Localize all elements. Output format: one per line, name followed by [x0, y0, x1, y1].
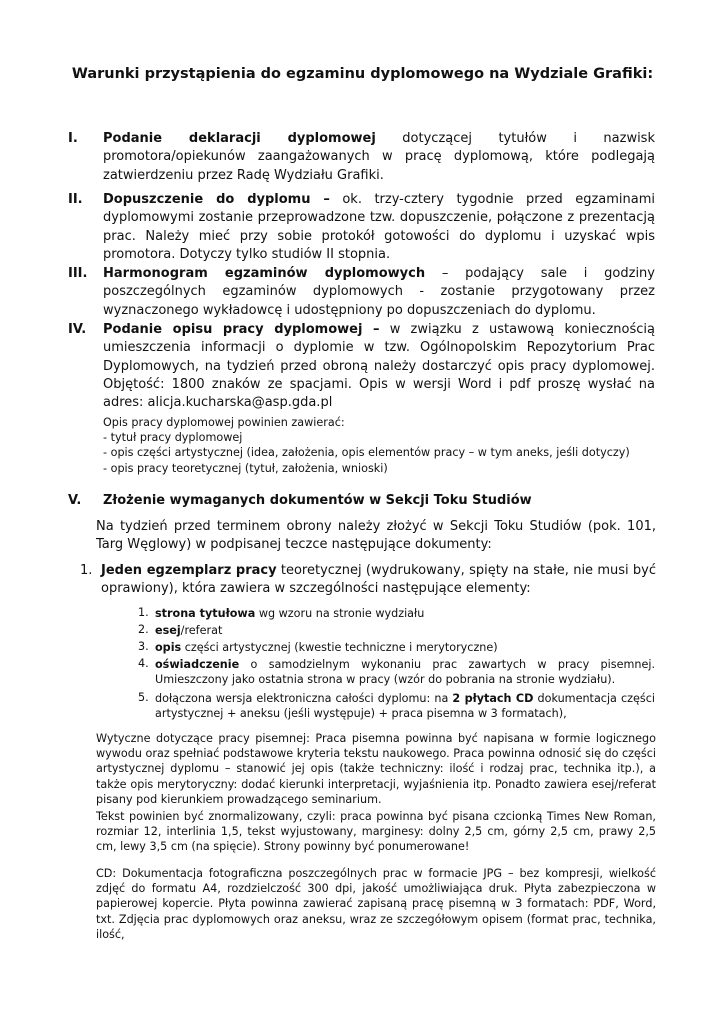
section-heading: Dopuszczenie do dyplomu –	[103, 192, 330, 207]
list-item-text: teoretycznej (wydrukowany, spięty na stałe, nie musi być oprawiony), która zawiera w szczególności następujące elementy:	[101, 563, 656, 597]
section-heading: Harmonogram egzaminów dyplomowych	[103, 266, 426, 281]
section-text: ok. trzy-cztery tygodnie przed egzaminami dyplomowymi zostanie przeprowadzone tzw. dopuszczenie, połączone z prezentacją prac. Należy mieć przy sobie protokół gotowości do dyplomu i uzyskać wpis promotora. Dotyczy tylko studiów II stopnia.	[103, 192, 655, 262]
subitem	[155, 691, 655, 721]
section-heading: Podanie opisu pracy dyplomowej –	[103, 322, 380, 337]
list-item-paragraph	[101, 562, 656, 599]
guidelines-paragraph: Wytyczne dotyczące pracy pisemnej: Praca pisemna powinna być napisana w formie logicznego wywodu oraz spełniać podstawowe kryteria tekstu naukowego. Praca powinna odnosić się do części artystycznej dyplomu – stanowić jej opis (także techniczny: ilość i rodzaj prac, technika itp.), a także opis merytoryczny: dodać kierunki interpretacji, wyjaśnienia itp. Ponadto zawiera esej/referat pisany pod kierunkiem prowadzącego seminarium.	[96, 732, 657, 806]
section-number: II.	[68, 192, 83, 207]
subitem	[155, 623, 655, 638]
subitem	[155, 606, 655, 621]
subitem-bold: 2 płytach CD	[452, 692, 534, 705]
section-text: – podający sale i godziny poszczególnych egzaminów dyplomowych - zostanie przygotowany przez wyznaczonego wykładowcę i udostępniony po dopuszczeniach do dyplomu.	[103, 266, 655, 318]
section-text: dotyczącej tytułów i nazwisk promotora/opiekunów zaangażowanych w pracę dyplomową, które podlegają zatwierdzeniu przez Radę Wydziału Grafiki.	[103, 131, 655, 183]
subitem-number: 5.	[138, 691, 149, 704]
subitem-number: 1.	[138, 606, 149, 619]
section-intro: Na tydzień przed terminem obrony należy złożyć w Sekcji Toku Studiów (pok. 101, Targ Węglowy) w podpisanej teczce następujące dokumenty:	[96, 519, 656, 553]
subitem-text: o samodzielnym wykonaniu prac zawartych w pracy pisemnej. Umieszczony jako ostatnia strona w pracy (wzór do pobrania na stronie wydziału).	[155, 658, 655, 687]
opis-item: - tytuł pracy dyplomowej	[103, 431, 243, 445]
subitem-text: /referat	[180, 624, 223, 637]
subitem-bold: esej	[155, 624, 181, 637]
opis-item: - opis części artystycznej (idea, założenia, opis elementów pracy – w tym aneks, jeśli dotyczy)	[103, 446, 630, 460]
section-number: IV.	[68, 322, 87, 337]
subitem-text-pre: dołączona wersja elektroniczna całości dyplomu: na	[155, 692, 453, 705]
section-heading: Złożenie wymaganych dokumentów w Sekcji Toku Studiów	[103, 493, 532, 508]
document-title: Warunki przystąpienia do egzaminu dyplomowego na Wydziale Grafiki:	[71, 66, 654, 82]
formatting-paragraph: Tekst powinien być znormalizowany, czyli: praca powinna być pisana czcionką Times New Roman, rozmiar 12, interlinia 1,5, tekst wyjustowany, marginesy: dolny 2,5 cm, górny 2,5 cm, prawy 2,5 cm, lewy 3,5 cm (na spięcie). Strony powinny być ponumerowane!	[96, 810, 656, 854]
subitem-number: 4.	[138, 657, 149, 670]
section-text: w związku z ustawową koniecznością umieszczenia informacji o dyplomie w tzw. Ogólnopolskim Repozytorium Prac Dyplomowych, na tydzień przed obroną należy dostarczyć opis pracy dyplomowej. Objętość: 1800 znaków ze spacjami. Opis w wersji Word i pdf proszę wysłać na adres: alicja.kucharska@asp.gda.pl	[103, 322, 655, 411]
cd-paragraph: CD: Dokumentacja fotograficzna poszczególnych prac w formacie JPG – bez kompresji, wielkość zdjęć do formatu A4, rozdzielczość 300 dpi, jakość umożliwiająca druk. Płyta zabezpieczona w papierowej kopercie. Płyta powinna zawierać zapisaną pracę pisemną w 3 formatach: PDF, Word, txt. Zdjęcia prac dyplomowych oraz aneksu, wraz ze szczegółowym opisem (format prac, technika, ilość,	[96, 867, 656, 941]
list-item-number: 1.	[80, 563, 93, 578]
subitem-text: części artystycznej (kwestie techniczne i merytoryczne)	[181, 641, 498, 654]
opis-block	[103, 415, 663, 476]
section-number: V.	[68, 493, 82, 508]
section-heading: Podanie deklaracji dyplomowej	[103, 131, 376, 146]
subitem-bold: oświadczenie	[155, 658, 240, 671]
subitem-number: 2.	[138, 623, 149, 636]
subitem-bold: opis	[155, 641, 182, 654]
opis-item: - opis pracy teoretycznej (tytuł, założenia, wnioski)	[103, 461, 388, 475]
section-paragraph	[103, 265, 655, 320]
section-number: I.	[68, 131, 78, 146]
section-number: III.	[68, 266, 88, 281]
opis-intro: Opis pracy dyplomowej powinien zawierać:	[103, 416, 345, 429]
section-paragraph	[103, 321, 655, 412]
section-paragraph	[103, 130, 655, 185]
subitem	[155, 657, 655, 687]
subitem-text: dokumentacja części artystycznej + aneksu (jeśli występuje) + praca pisemna w 3 formatach),	[155, 692, 655, 721]
subitem-bold: strona tytułowa	[155, 607, 256, 620]
subitem-number: 3.	[138, 640, 149, 653]
list-item-heading: Jeden egzemplarz pracy	[101, 563, 277, 578]
section-paragraph	[103, 191, 655, 264]
subitem-text: wg wzoru na stronie wydziału	[255, 607, 425, 620]
subitem	[155, 640, 655, 655]
